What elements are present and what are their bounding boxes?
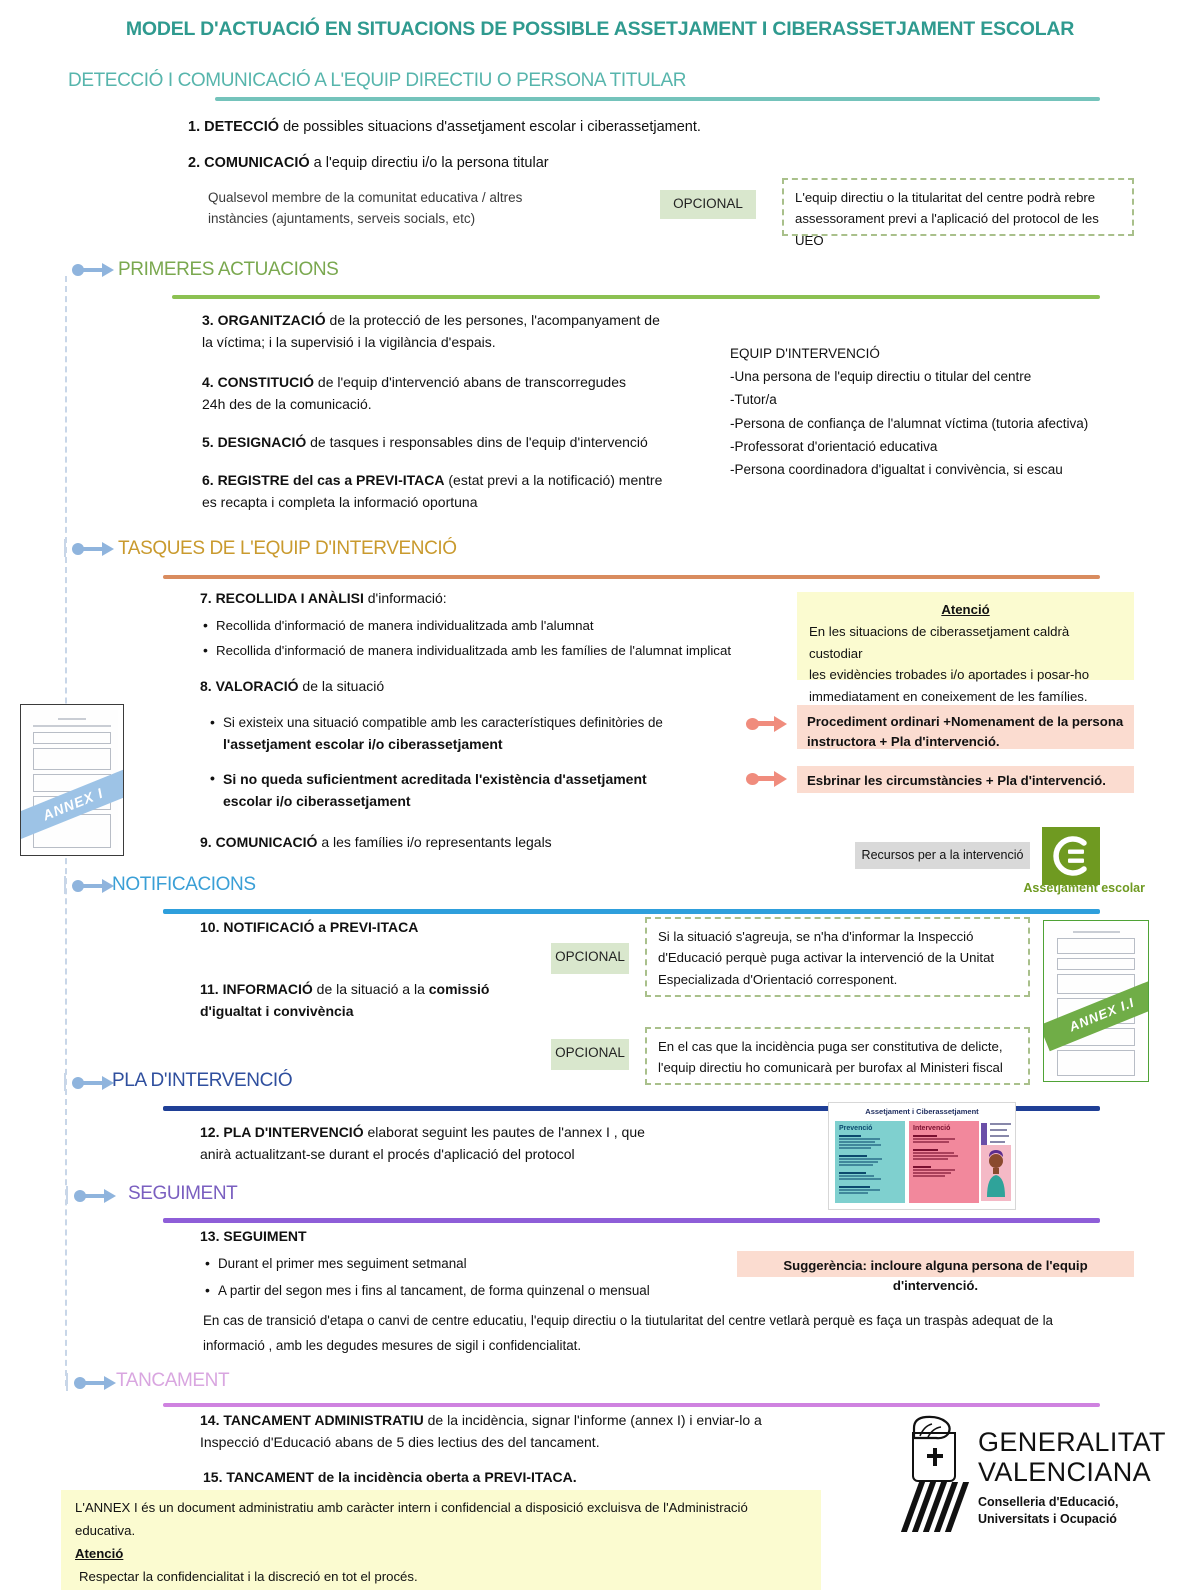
step-14-line2: Inspecció d'Educació abans de 5 dies lectius des del tancament. [200, 1433, 600, 1450]
equip-intervencio-item: -Una persona de l'equip directiu o titular del centre [730, 369, 1032, 385]
poster-line [913, 1175, 945, 1177]
section-heading-primeres: PRIMERES ACTUACIONS [118, 259, 339, 280]
section-rule-seguiment [163, 1218, 1100, 1223]
callout-inspeccio-line1: Si la situació s'agreuja, se n'ha d'informar la Inspecció [658, 929, 974, 944]
section-heading-deteccio: DETECCIÓ I COMUNICACIÓ A L'EQUIP DIRECTIU O PERSONA TITULAR [68, 70, 687, 91]
equip-intervencio-item: -Persona coordinadora d'igualtat i convivència, si escau [730, 462, 1063, 478]
arrow-tick [64, 876, 66, 894]
arrow-head [774, 716, 787, 732]
callout-procediment-line2: instructora + Pla d'intervenció. [807, 733, 1000, 749]
step-8-number: 8. VALORACIÓ [200, 678, 299, 694]
poster-line [913, 1155, 958, 1157]
step-10: 10. NOTIFICACIÓ a PREVI-ITACA [200, 919, 419, 935]
poster-line [913, 1152, 954, 1154]
poster-line [839, 1192, 868, 1194]
poster-line [839, 1144, 881, 1146]
step-9 [200, 832, 800, 854]
step-2-number: 2. COMUNICACIÓ [188, 155, 310, 171]
section-rule-deteccio [215, 97, 1100, 101]
arrow-head [102, 263, 114, 277]
step-2-subtext-line1: Qualsevol membre de la comunitat educativa / altres [208, 190, 523, 205]
section-heading-tancament: TANCAMENT [116, 1370, 230, 1391]
poster-column-prevencio [835, 1121, 905, 1203]
step-5 [202, 432, 722, 454]
final-note-line1: L'ANNEX I és un document administratiu amb caràcter intern i confidencial a disposició excluisva de l'Administració educativa. [75, 1500, 748, 1539]
final-note-line2: Respectar la confidencialitat i la discreció en tot el procés. [79, 1569, 418, 1585]
poster-line [913, 1172, 951, 1174]
annex-1-thumbnail [20, 704, 124, 856]
callout-esbrinar: Esbrinar les circumstàncies + Pla d'intervenció. [797, 766, 1134, 793]
logo-subtitle-line2: Universitats i Ocupació [978, 1512, 1117, 1526]
arrow-shaft [84, 1381, 106, 1385]
step-6-number: 6. REGISTRE del cas a PREVI-ITACA [202, 472, 445, 488]
step-13-paragraph-line1: En cas de transició d'etapa o canvi de centre educatiu, l'equip directiu o la tiutularitat del centre vetlarà perquè es faça un traspàs adequat de la [203, 1313, 1053, 1328]
step-5-number: 5. DESIGNACIÓ [202, 434, 307, 450]
annex-line [33, 725, 110, 727]
logo-crown-icon [906, 1414, 962, 1440]
logo-name-line2: VALENCIANA [978, 1457, 1152, 1487]
step-14-text: de la incidència, signar l'informe (annex I) i enviar-lo a [423, 1412, 762, 1428]
callout-procediment-line1: Procediment ordinari +Nomenament de la persona [807, 714, 1124, 729]
callout-atencio [797, 592, 1134, 704]
recursos-pill[interactable]: Recursos per a la intervenció [855, 842, 1030, 869]
callout-delicte-line1: En el cas que la incidència puga ser constitutiva de delicte, [658, 1039, 1003, 1054]
poster-line [839, 1178, 881, 1180]
arrow-shaft [756, 776, 776, 781]
arrow-shaft [82, 268, 104, 272]
arrow-tick [64, 539, 66, 557]
recursos-caption: Assetjament escolar [1023, 881, 1145, 895]
poster-line [913, 1149, 938, 1151]
step-8-bullet-1 [210, 713, 730, 755]
step-7 [200, 588, 800, 610]
poster-line [913, 1135, 937, 1137]
equip-intervencio-item: -Tutor/a [730, 392, 777, 408]
poster-line [913, 1141, 949, 1143]
section-heading-tasques: TASQUES DE L'EQUIP D'INTERVENCIÓ [118, 538, 457, 559]
step-3-text: de la protecció de les persones, l'acompanyament de [325, 312, 660, 328]
pink-arrow-1 [746, 716, 788, 732]
opcional-badge-2: OPCIONAL [551, 943, 629, 974]
arrow-head [774, 771, 787, 787]
step-11-text: de la situació a la [312, 981, 429, 997]
section-arrow-primeres [72, 262, 116, 278]
step-6 [202, 470, 712, 513]
annex-1-stamp: ANNEX I [20, 769, 124, 840]
poster-col1-title: Prevenció [839, 1125, 873, 1132]
pink-arrow-2 [746, 771, 788, 787]
annex-line [58, 718, 86, 720]
poster-line [839, 1141, 875, 1143]
arrow-head [104, 1376, 116, 1390]
poster-column-intervencio [909, 1121, 979, 1203]
section-rule-notificacions [163, 909, 1100, 914]
poster-title: Assetjament i Ciberassetjament [865, 1107, 979, 1116]
poster-line [990, 1141, 1005, 1143]
callout-atencio-line1: En les situacions de ciberassetjament caldrà custodiar [809, 624, 1070, 661]
section-heading-pla: PLA D'INTERVENCIÓ [112, 1070, 293, 1091]
annex-box [1057, 1050, 1136, 1076]
arrow-tick [66, 1373, 68, 1391]
step-3 [202, 310, 702, 353]
annex-box [1057, 938, 1136, 954]
step-1-text: de possibles situacions d'assetjament escolar i ciberassetjament. [279, 119, 701, 135]
poster-line [913, 1169, 955, 1171]
equip-intervencio-panel [730, 342, 1150, 481]
poster-line [913, 1158, 948, 1160]
step-3-number: 3. ORGANITZACIÓ [202, 312, 326, 328]
step-15: 15. TANCAMENT de la incidència oberta a PREVI-ITACA. [203, 1469, 577, 1485]
callout-ueo [782, 178, 1134, 248]
equip-intervencio-item: -Persona de confiança de l'alumnat víctima (tutoria afectiva) [730, 415, 1089, 431]
arrow-shaft [82, 884, 104, 888]
callout-procediment-ordinari [797, 705, 1134, 749]
logo-cross [927, 1454, 943, 1458]
step-8-bullet-1-line1: • Si existeix una situació compatible amb les característiques definitòries de [210, 713, 730, 734]
annex-box [33, 732, 110, 744]
arrow-shaft [82, 1081, 104, 1085]
section-heading-notificacions: NOTIFICACIONS [112, 874, 256, 895]
step-2-subtext-line2: instàncies (ajuntaments, serveis socials, etc) [208, 210, 476, 226]
step-13-paragraph [203, 1308, 1143, 1359]
step-9-text: a les famílies i/o representants legals [317, 834, 552, 850]
step-13-bullets [205, 1250, 825, 1305]
poster-line [839, 1155, 867, 1157]
arrow-tick [66, 1186, 68, 1204]
step-14 [200, 1410, 820, 1453]
poster-line [839, 1158, 882, 1160]
step-7-bullet: • Recollida d'informació de manera individualitzada amb les famílies de l'alumnat implicat [203, 638, 1003, 663]
poster-line [839, 1186, 870, 1188]
page-title: MODEL D'ACTUACIÓ EN SITUACIONS DE POSSIBLE ASSETJAMENT I CIBERASSETJAMENT ESCOLAR [125, 18, 1075, 40]
step-7-bullet: • Recollida d'informació de manera individualitzada amb l'alumnat [203, 613, 1003, 638]
step-4-number: 4. CONSTITUCIÓ [202, 374, 315, 390]
step-6-line2: es recapta i completa la informació oportuna [202, 493, 478, 510]
step-13: 13. SEGUIMENT [200, 1228, 307, 1244]
poster-line [839, 1172, 866, 1174]
annex-line [1073, 931, 1120, 933]
poster-line [839, 1189, 880, 1191]
final-note-title: Atenció [75, 1546, 124, 1562]
poster-line [990, 1135, 1009, 1137]
recursos-icon-tile[interactable] [1042, 827, 1100, 885]
callout-ueo-line2: assessorament previ a l'aplicació del protocol de les UEO [795, 211, 1099, 248]
section-arrow-notificacions [72, 878, 116, 894]
step-8-bullet-2 [210, 769, 730, 812]
generalitat-logo [900, 1410, 1170, 1535]
step-11-line2: d'igualtat i convivència [200, 1002, 354, 1019]
opcional-badge-3: OPCIONAL [551, 1039, 629, 1070]
arrow-shaft [82, 547, 104, 551]
step-5-text: de tasques i responsables dins de l'equip d'intervenció [306, 434, 648, 450]
step-1 [188, 116, 848, 138]
step-8-bullet-2-line2: escolar i/o ciberassetjament [223, 792, 411, 809]
callout-atencio-title: Atenció [941, 602, 990, 617]
poster-line [839, 1138, 880, 1140]
step-9-number: 9. COMUNICACIÓ [200, 834, 318, 850]
annex-box [1057, 958, 1136, 970]
opcional-badge-1: OPCIONAL [660, 190, 756, 219]
poster-illustration [981, 1145, 1011, 1201]
callout-delicte [645, 1027, 1030, 1085]
step-13-bullet: • A partir del segon mes i fins al tancament, de forma quinzenal o mensual [205, 1277, 825, 1304]
step-2-text: a l'equip directiu i/o la persona titular [309, 155, 549, 171]
step-1-number: 1. DETECCIÓ [188, 119, 280, 135]
arrow-shaft [756, 721, 776, 726]
section-arrow-pla [72, 1075, 116, 1091]
equip-intervencio-title: EQUIP D'INTERVENCIÓ [730, 346, 880, 361]
final-note [61, 1490, 821, 1590]
callout-suggerencia: Suggerència: incloure alguna persona de l'equip d'intervenció. [737, 1251, 1134, 1277]
step-8-bullet-2-line1: • Si no queda suficientment acreditada l'existència d'assetjament [210, 769, 730, 791]
step-14-number: 14. TANCAMENT ADMINISTRATIU [200, 1412, 424, 1428]
step-2-subtext [208, 188, 678, 230]
callout-delicte-line2: l'equip directiu ho comunicarà per burofax al Ministeri fiscal [658, 1060, 1003, 1076]
step-11-number: 11. INFORMACIÓ [200, 981, 313, 997]
annex-11-stamp: ANNEX I.I [1043, 979, 1149, 1051]
arrow-shaft [84, 1194, 106, 1198]
callout-inspeccio [645, 917, 1030, 997]
arrow-head [102, 542, 114, 556]
step-4-line2: 24h des de la comunicació. [202, 395, 372, 412]
poster-line [839, 1161, 878, 1163]
section-arrow-tasques [72, 541, 116, 557]
poster-line [990, 1123, 1011, 1125]
logo-bars-icon [908, 1482, 964, 1532]
step-7-number: 7. RECOLLIDA I ANÀLISI [200, 590, 364, 606]
step-12-line2: anirà actualitzant-se durant el procés d'aplicació del protocol [200, 1145, 575, 1162]
equip-intervencio-item: -Professorat d'orientació educativa [730, 438, 938, 454]
step-3-line2: la víctima; i la supervisió i la vigilància d'espais. [202, 333, 496, 350]
step-8-bullet-1-line2: l'assetjament escolar i/o ciberassetjament [223, 735, 503, 752]
step-13-bullet: • Durant el primer mes seguiment setmanal [205, 1250, 825, 1277]
section-rule-tancament [163, 1403, 1100, 1407]
callout-inspeccio-line2: d'Educació perquè puga activar la intervenció de la Unitat [658, 950, 995, 966]
poster-col2-title: Intervenció [913, 1125, 951, 1132]
section-arrow-seguiment [74, 1188, 118, 1204]
callout-atencio-line2: les evidències trobades i/o aportades i posar-ho [809, 667, 1090, 683]
section-heading-seguiment: SEGUIMENT [128, 1183, 238, 1204]
step-11 [200, 979, 620, 1022]
arrow-tick [64, 1073, 66, 1091]
step-11-bold: comissió [428, 981, 490, 997]
callout-inspeccio-line3: Especializada d'Orientació corresponent. [658, 971, 898, 987]
poster-line [839, 1175, 874, 1177]
logo-subtitle-line1: Conselleria d'Educació, [978, 1495, 1119, 1509]
step-4-text: de l'equip d'intervenció abans de transcorregudes [314, 374, 627, 390]
step-8-text: de la situació [298, 678, 385, 694]
step-13-paragraph-line2: informació , amb les degudes mesures de sigil i confidencialitat. [203, 1338, 582, 1354]
poster-line [990, 1129, 1007, 1131]
step-4 [202, 372, 692, 415]
step-8 [200, 676, 800, 698]
poster-line [913, 1166, 931, 1168]
person-illustration-icon [981, 1145, 1011, 1201]
step-12-text: elaborat seguint les pautes de l'annex I , que [363, 1124, 645, 1140]
step-7-text: d'informació: [363, 590, 447, 606]
circle-e-icon [1042, 827, 1100, 885]
step-12 [200, 1122, 720, 1165]
arrow-head [104, 1189, 116, 1203]
step-12-number: 12. PLA D'INTERVENCIÓ [200, 1124, 364, 1140]
poster-line [839, 1164, 873, 1166]
poster-line [839, 1147, 871, 1149]
callout-ueo-line1: L'equip directiu o la titularitat del centre podrà rebre [795, 190, 1096, 205]
section-rule-tasques [163, 575, 1100, 579]
section-arrow-tancament [74, 1375, 118, 1391]
poster-line [913, 1138, 955, 1140]
poster-thumbnail [828, 1102, 1016, 1210]
annex-11-thumbnail [1043, 920, 1149, 1082]
logo-name-line1: GENERALITAT [978, 1427, 1166, 1457]
callout-atencio-line3: immediatament en coneixement de les famílies. [809, 688, 1088, 704]
poster-line [839, 1135, 861, 1137]
annex-box [33, 748, 110, 770]
step-2 [188, 152, 848, 174]
section-rule-primeres [172, 295, 1100, 299]
step-6-text: (estat previ a la notificació) mentre [444, 472, 663, 488]
